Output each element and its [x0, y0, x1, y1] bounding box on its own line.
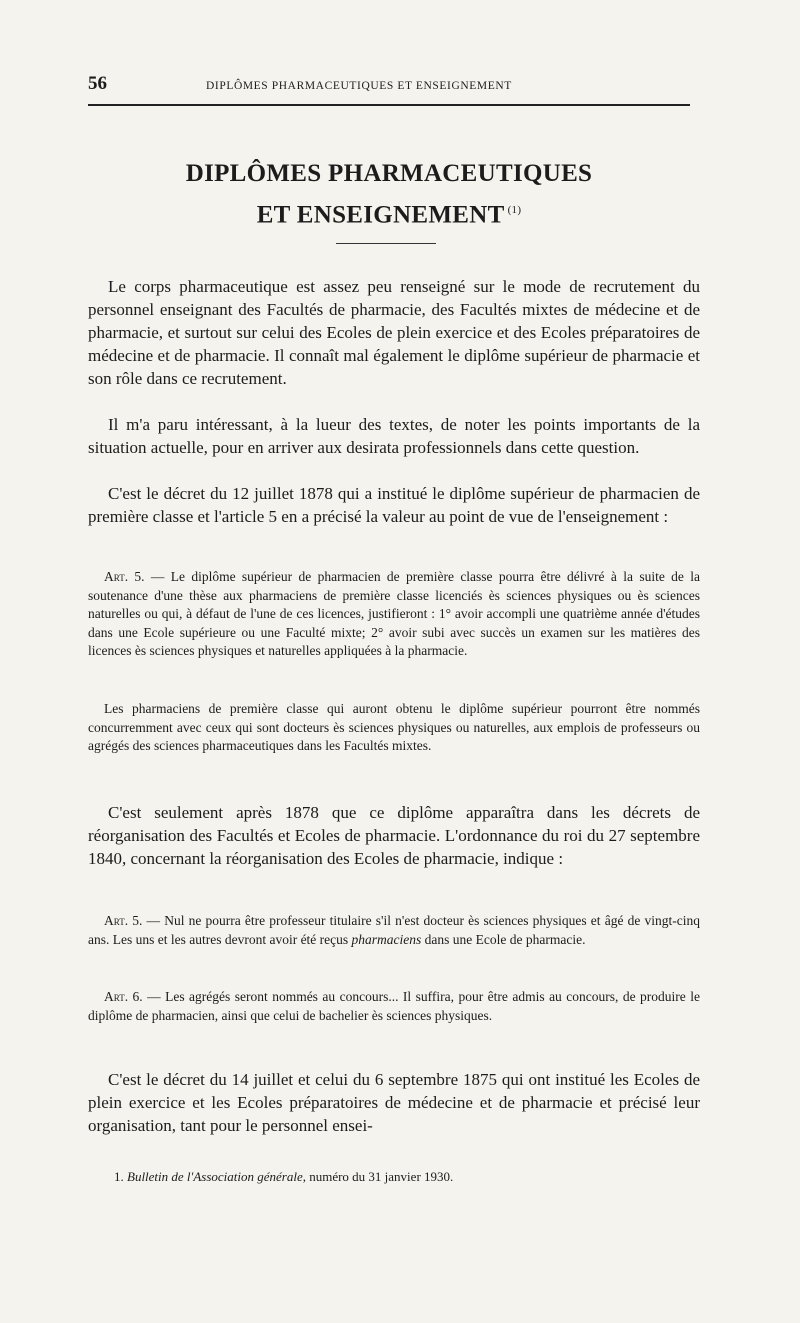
- quote-text: — Nul ne pourra être professeur titulaire s'il n'est docteur ès sciences physiques et âgé de vingt-cinq ans. Les uns et les autres devront avoir été reçus: [88, 913, 700, 947]
- quote-text: dans une Ecole de pharmacie.: [421, 931, 586, 947]
- page-number: 56: [88, 73, 107, 94]
- paragraph-1: Le corps pharmaceutique est assez peu renseigné sur le mode de recrutement du personnel enseignant des Facultés de pharmacie, des Facultés mixtes de médecine et de pharmacie, et surtout sur celui des Ecoles de plein exercice et des Ecoles préparatoires de médecine et de pharmacie. Il connaît mal également le diplôme supérieur de pharmacie et son rôle dans ce recrutement.: [88, 277, 700, 388]
- quote-article-6-1840: [88, 988, 700, 1025]
- running-header: [88, 73, 690, 97]
- quote-article-5-1840: [88, 912, 700, 949]
- article-title: [88, 155, 690, 233]
- quote-text-italic: pharmaciens: [351, 931, 422, 947]
- title-line-2: ET ENSEIGNEMENT $^{(1)}$: [256, 201, 522, 229]
- title-line-1: DIPLÔMES PHARMACEUTIQUES: [185, 160, 593, 187]
- footnote-number: 1.: [114, 1169, 124, 1184]
- paragraph-2: Il m'a paru intéressant, à la lueur des textes, de noter les points importants de la situation actuelle, pour en arriver aux desirata professionnels dans cette question.: [88, 415, 700, 457]
- footnote-text: , numéro du 31 janvier 1930.: [302, 1169, 454, 1184]
- paragraph-3: C'est le décret du 12 juillet 1878 qui a institué le diplôme supérieur de pharmacien de première classe et l'article 5 en a précisé la valeur au point de vue de l'enseignement :: [88, 484, 700, 526]
- quote-text: — Les agrégés seront nommés au concours... Il suffira, pour être admis au concours, de produire le diplôme de pharmacien, ainsi que celui de bachelier ès sciences physiques.: [88, 989, 700, 1023]
- running-title: DIPLÔMES PHARMACEUTIQUES ET ENSEIGNEMENT: [206, 80, 512, 92]
- paragraph-5: C'est le décret du 14 juillet et celui du 6 septembre 1875 qui ont institué les Ecoles de plein exercice et les Ecoles préparatoires de médecine et de pharmacie et précisé leur organisation, tant pour le personnel ensei-: [88, 1070, 700, 1135]
- article-label: Art. 5.: [104, 569, 145, 584]
- quote-article-5-1878: [88, 568, 700, 661]
- header-rule: [88, 104, 690, 106]
- article-label: Art. 5.: [104, 913, 143, 928]
- paragraph-4: C'est seulement après 1878 que ce diplôme apparaîtra dans les décrets de réorganisation des Facultés et Ecoles de pharmacie. L'ordonnance du roi du 27 septembre 1840, concernant la réorganisation des Ecoles de pharmacie, indique :: [88, 803, 700, 868]
- quote-article-5-1878-continued: Les pharmaciens de première classe qui auront obtenu le diplôme supérieur pourront être nommés concurremment avec ceux qui sont docteurs ès sciences physiques ou naturelles, aux emplois de professeurs ou agrégés des sciences pharmaceutiques dans les Facultés mixtes.: [88, 701, 700, 753]
- quote-text: — Le diplôme supérieur de pharmacien de première classe pourra être délivré à la suite de la soutenance d'une thèse aux pharmaciens de première classe licenciés ès sciences physiques ou ès sciences naturelles ou qui, à défaut de l'une de ces licences, justifieront : 1° avoir accompli une quatrième année d'études dans une Ecole supérieure ou une Faculté mixte; 2° avoir subi avec succès un examen sur les matières des licences ès sciences physiques et naturelles appliquées à la pharmacie.: [88, 569, 700, 658]
- title-rule: [336, 243, 436, 244]
- article-label: Art. 6.: [104, 989, 143, 1004]
- footnote: [88, 1168, 700, 1186]
- footnote-reference: (1): [507, 204, 522, 216]
- footnote-source: Bulletin de l'Association générale: [127, 1169, 303, 1184]
